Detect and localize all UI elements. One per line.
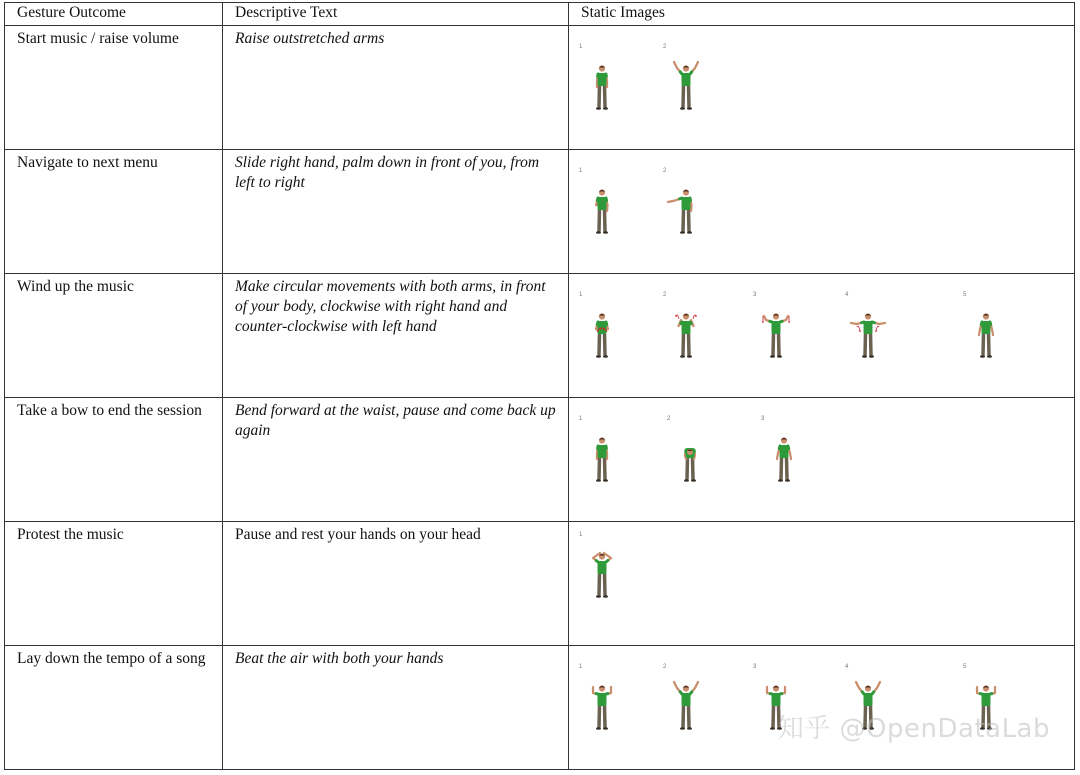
frame-number: 3 — [761, 416, 765, 422]
gesture-outcome-cell: Navigate to next menu — [5, 150, 223, 274]
frame-number: 1 — [579, 168, 583, 174]
gesture-frame-image — [667, 416, 705, 496]
gesture-frame-image — [579, 168, 617, 248]
descriptive-text-cell: Make circular movements with both arms, in front of your body, clockwise with right hand and counter-clockwise with left hand — [223, 274, 569, 398]
frame-number: 4 — [845, 664, 849, 670]
table-row — [5, 150, 1075, 274]
descriptive-text-cell: Raise outstretched arms — [223, 26, 569, 150]
table-header-row — [5, 3, 1075, 26]
gesture-frame-image — [579, 416, 617, 496]
frame-number: 3 — [753, 664, 757, 670]
frame-number: 1 — [579, 292, 583, 298]
gesture-frame-image — [663, 292, 701, 372]
static-images-cell — [569, 150, 1075, 274]
gesture-frame-image — [845, 292, 883, 372]
frame-number: 1 — [579, 664, 583, 670]
static-images-cell — [569, 522, 1075, 646]
table-row — [5, 522, 1075, 646]
header-gesture-outcome: Gesture Outcome — [5, 3, 223, 26]
gesture-frame-image — [579, 44, 617, 124]
table-row — [5, 398, 1075, 522]
frame-number: 1 — [579, 416, 583, 422]
gesture-frame-image — [579, 292, 617, 372]
frame-number: 3 — [753, 292, 757, 298]
gesture-frame-image — [753, 292, 791, 372]
frame-number: 2 — [663, 664, 667, 670]
gesture-frame-image — [663, 44, 701, 124]
header-descriptive-text: Descriptive Text — [223, 3, 569, 26]
gesture-table — [4, 2, 1075, 770]
descriptive-text-cell: Slide right hand, palm down in front of you, from left to right — [223, 150, 569, 274]
gesture-frame-image — [663, 168, 701, 248]
frame-number: 5 — [963, 292, 967, 298]
gesture-frame-image — [761, 416, 799, 496]
descriptive-text-cell: Bend forward at the waist, pause and come back up again — [223, 398, 569, 522]
frame-number: 2 — [663, 292, 667, 298]
frame-number: 5 — [963, 664, 967, 670]
table-row — [5, 26, 1075, 150]
gesture-outcome-cell: Lay down the tempo of a song — [5, 646, 223, 770]
gesture-frame-image — [579, 664, 617, 744]
frame-number: 4 — [845, 292, 849, 298]
frame-number: 2 — [663, 168, 667, 174]
gesture-frame-image — [663, 664, 701, 744]
watermark: 知乎 @OpenDataLab — [777, 714, 1050, 744]
table-row — [5, 274, 1075, 398]
frame-number: 1 — [579, 44, 583, 50]
descriptive-text-cell: Pause and rest your hands on your head — [223, 522, 569, 646]
gesture-outcome-cell: Take a bow to end the session — [5, 398, 223, 522]
gesture-frame-image — [963, 292, 1001, 372]
gesture-outcome-cell: Protest the music — [5, 522, 223, 646]
frame-number: 2 — [667, 416, 671, 422]
static-images-cell — [569, 26, 1075, 150]
gesture-outcome-cell: Wind up the music — [5, 274, 223, 398]
frame-number: 1 — [579, 532, 583, 538]
gesture-outcome-cell: Start music / raise volume — [5, 26, 223, 150]
gesture-frame-image — [579, 532, 617, 612]
static-images-cell — [569, 274, 1075, 398]
header-static-images: Static Images — [569, 3, 1075, 26]
static-images-cell — [569, 398, 1075, 522]
frame-number: 2 — [663, 44, 667, 50]
descriptive-text-cell: Beat the air with both your hands — [223, 646, 569, 770]
